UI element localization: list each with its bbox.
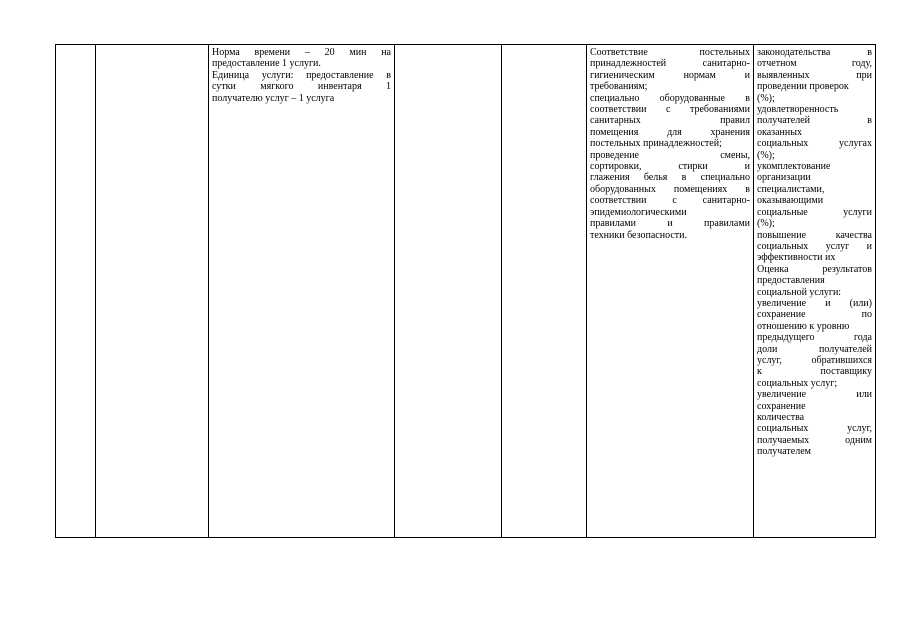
cell-quality-indicators <box>587 45 754 538</box>
text-line: предоставления <box>757 275 825 287</box>
text-line: эффективности их <box>757 252 836 264</box>
text-line: соответствии с санитарно- <box>590 195 750 207</box>
cell-evaluation-conditions <box>754 45 876 538</box>
text-line: предыдущего года <box>757 332 872 344</box>
text-line: количества <box>757 412 805 423</box>
text-line: укомплектование <box>757 161 831 173</box>
text-line: услуг, обратившихся <box>757 354 872 366</box>
text-line: проведение смены, <box>590 149 750 161</box>
text-line: оказывающими <box>757 195 824 207</box>
text-line: гигиеническим нормам и <box>590 69 750 81</box>
text-line: отчетном году, <box>757 58 872 70</box>
text-line: (%); <box>757 92 775 104</box>
text-line: удовлетворенность <box>757 104 839 116</box>
cell-service-period <box>395 45 502 538</box>
text-line: доли получателей <box>757 343 872 355</box>
text-line: Норма времени – 20 мин на <box>212 47 391 58</box>
text-line: Оценка результатов <box>757 263 872 275</box>
text-line: получателю услуг – 1 услуга <box>212 92 335 104</box>
text-line: сохранение по <box>757 309 872 321</box>
text-line: сохранение <box>757 400 806 412</box>
text-line: принадлежностей санитарно- <box>590 58 750 70</box>
text-line: отношению к уровню <box>757 320 850 332</box>
table-row <box>56 45 876 538</box>
text-line: получаемых одним <box>757 434 872 446</box>
text-line: оборудованных помещениях в <box>590 183 750 195</box>
text-line: проведении проверок <box>757 81 849 93</box>
text-line: правилами и правилами <box>590 218 750 230</box>
text-line: эпидемиологическими <box>590 206 687 218</box>
text-line: Соответствие постельных <box>590 47 750 58</box>
text-line: помещения для хранения <box>590 126 750 138</box>
text-line: специально оборудованные в <box>590 92 750 104</box>
text-line: законодательства в <box>757 47 872 58</box>
text-line: социальных услугах <box>757 138 872 150</box>
text-line: увеличение или <box>757 389 872 401</box>
text-line: социальных услуг и <box>757 240 872 252</box>
text-line: сутки мягкого инвентаря 1 <box>212 81 391 93</box>
text-line: социальные услуги <box>757 206 872 218</box>
text-line: оказанных <box>757 126 802 138</box>
text-line: требованиям; <box>590 81 648 93</box>
text-line: санитарных правил <box>590 115 750 127</box>
text-line: предоставление 1 услуги. <box>212 58 321 70</box>
text-line: сортировки, стирки и <box>590 161 750 173</box>
cell-service-cost <box>502 45 587 538</box>
text-line: к поставщику <box>757 366 872 378</box>
text-line: (%); <box>757 218 775 230</box>
text-line: социальных услуг; <box>757 377 838 389</box>
cell-service-description <box>209 45 395 538</box>
text-line: получателем <box>757 446 811 458</box>
text-line: организации <box>757 172 811 184</box>
text-line: (%); <box>757 149 775 161</box>
cell-number <box>56 45 96 538</box>
text-line: социальных услуг, <box>757 423 872 435</box>
text-line: увеличение и (или) <box>757 297 872 309</box>
services-table <box>55 44 876 538</box>
text-line: соответствии с требованиями <box>590 104 750 116</box>
text-line: социальной услуги: <box>757 286 842 298</box>
text-line: повышение качества <box>757 229 872 241</box>
text-line: техники безопасности. <box>590 229 687 241</box>
text-line: постельных принадлежностей; <box>590 138 722 150</box>
text-line: специалистами, <box>757 183 825 195</box>
cell-service-name <box>96 45 209 538</box>
text-line: глажения белья в специально <box>590 172 750 184</box>
text-line: Единица услуги: предоставление в <box>212 69 391 81</box>
text-line: выявленных при <box>757 69 872 81</box>
text-line: получателей в <box>757 115 872 127</box>
